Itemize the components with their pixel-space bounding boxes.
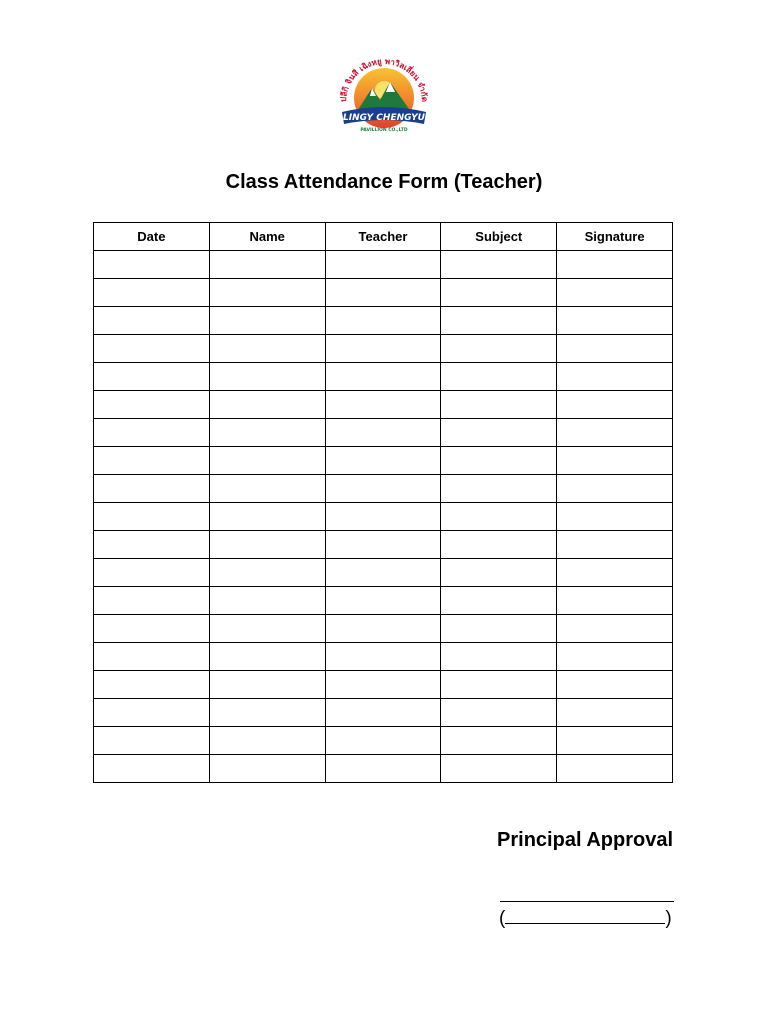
table-cell-teacher[interactable] bbox=[325, 587, 441, 615]
svg-text:ปลีกิ จินสี เฉิงหยู พาวิลเลี่ย: ปลีกิ จินสี เฉิงหยู พาวิลเลี่ยน จำกัด bbox=[338, 56, 430, 103]
table-cell-signature[interactable] bbox=[557, 335, 673, 363]
table-row bbox=[94, 391, 673, 419]
table-cell-signature[interactable] bbox=[557, 699, 673, 727]
table-cell-date[interactable] bbox=[94, 391, 210, 419]
table-cell-subject[interactable] bbox=[441, 727, 557, 755]
table-cell-teacher[interactable] bbox=[325, 755, 441, 783]
table-cell-teacher[interactable] bbox=[325, 615, 441, 643]
table-cell-date[interactable] bbox=[94, 363, 210, 391]
table-cell-date[interactable] bbox=[94, 307, 210, 335]
table-cell-name[interactable] bbox=[209, 615, 325, 643]
table-cell-name[interactable] bbox=[209, 503, 325, 531]
table-row bbox=[94, 503, 673, 531]
table-cell-name[interactable] bbox=[209, 727, 325, 755]
table-cell-teacher[interactable] bbox=[325, 503, 441, 531]
table-row bbox=[94, 671, 673, 699]
close-paren: ) bbox=[665, 908, 672, 929]
table-row bbox=[94, 475, 673, 503]
table-cell-name[interactable] bbox=[209, 587, 325, 615]
table-row bbox=[94, 755, 673, 783]
table-cell-signature[interactable] bbox=[557, 279, 673, 307]
table-cell-subject[interactable] bbox=[441, 251, 557, 279]
table-cell-date[interactable] bbox=[94, 559, 210, 587]
table-cell-signature[interactable] bbox=[557, 307, 673, 335]
table-cell-name[interactable] bbox=[209, 755, 325, 783]
table-cell-name[interactable] bbox=[209, 307, 325, 335]
table-cell-name[interactable] bbox=[209, 531, 325, 559]
table-cell-signature[interactable] bbox=[557, 363, 673, 391]
table-cell-subject[interactable] bbox=[441, 559, 557, 587]
table-cell-name[interactable] bbox=[209, 335, 325, 363]
table-row bbox=[94, 363, 673, 391]
table-cell-subject[interactable] bbox=[441, 419, 557, 447]
table-cell-teacher[interactable] bbox=[325, 447, 441, 475]
column-header-date: Date bbox=[94, 223, 210, 251]
table-cell-teacher[interactable] bbox=[325, 475, 441, 503]
company-logo bbox=[332, 50, 436, 136]
table-cell-subject[interactable] bbox=[441, 643, 557, 671]
table-cell-signature[interactable] bbox=[557, 531, 673, 559]
column-header-teacher: Teacher bbox=[325, 223, 441, 251]
table-cell-signature[interactable] bbox=[557, 391, 673, 419]
table-cell-date[interactable] bbox=[94, 251, 210, 279]
table-cell-signature[interactable] bbox=[557, 643, 673, 671]
table-cell-teacher[interactable] bbox=[325, 307, 441, 335]
table-cell-name[interactable] bbox=[209, 391, 325, 419]
page-title: Class Attendance Form (Teacher) bbox=[225, 171, 543, 193]
table-cell-signature[interactable] bbox=[557, 251, 673, 279]
svg-text:PAVILLION CO.,LTD: PAVILLION CO.,LTD bbox=[360, 128, 408, 133]
table-cell-date[interactable] bbox=[94, 615, 210, 643]
column-header-subject: Subject bbox=[441, 223, 557, 251]
principal-approval-heading: Principal Approval bbox=[497, 829, 673, 851]
table-cell-subject[interactable] bbox=[441, 699, 557, 727]
open-paren: ( bbox=[499, 908, 506, 929]
table-cell-name[interactable] bbox=[209, 419, 325, 447]
table-row bbox=[94, 335, 673, 363]
table-cell-teacher[interactable] bbox=[325, 559, 441, 587]
table-cell-date[interactable] bbox=[94, 503, 210, 531]
table-cell-signature[interactable] bbox=[557, 587, 673, 615]
table-cell-teacher[interactable] bbox=[325, 727, 441, 755]
table-cell-subject[interactable] bbox=[441, 279, 557, 307]
table-cell-name[interactable] bbox=[209, 699, 325, 727]
table-cell-teacher[interactable] bbox=[325, 531, 441, 559]
table-cell-date[interactable] bbox=[94, 671, 210, 699]
table-cell-subject[interactable] bbox=[441, 475, 557, 503]
table-cell-teacher[interactable] bbox=[325, 671, 441, 699]
table-cell-subject[interactable] bbox=[441, 615, 557, 643]
table-cell-signature[interactable] bbox=[557, 503, 673, 531]
table-row bbox=[94, 531, 673, 559]
table-row bbox=[94, 727, 673, 755]
table-cell-subject[interactable] bbox=[441, 671, 557, 699]
table-cell-subject[interactable] bbox=[441, 335, 557, 363]
table-cell-teacher[interactable] bbox=[325, 419, 441, 447]
table-cell-signature[interactable] bbox=[557, 615, 673, 643]
table-cell-date[interactable] bbox=[94, 447, 210, 475]
table-cell-name[interactable] bbox=[209, 363, 325, 391]
table-cell-date[interactable] bbox=[94, 279, 210, 307]
table-header-row bbox=[94, 223, 673, 251]
table-cell-name[interactable] bbox=[209, 671, 325, 699]
table-cell-teacher[interactable] bbox=[325, 279, 441, 307]
table-cell-date[interactable] bbox=[94, 419, 210, 447]
table-cell-name[interactable] bbox=[209, 643, 325, 671]
table-cell-signature[interactable] bbox=[557, 475, 673, 503]
table-cell-name[interactable] bbox=[209, 251, 325, 279]
table-row bbox=[94, 643, 673, 671]
table-cell-date[interactable] bbox=[94, 335, 210, 363]
table-cell-date[interactable] bbox=[94, 699, 210, 727]
table-cell-name[interactable] bbox=[209, 475, 325, 503]
table-cell-subject[interactable] bbox=[441, 755, 557, 783]
table-cell-subject[interactable] bbox=[441, 391, 557, 419]
table-cell-date[interactable] bbox=[94, 531, 210, 559]
attendance-table bbox=[93, 222, 673, 783]
table-cell-teacher[interactable] bbox=[325, 699, 441, 727]
table-cell-subject[interactable] bbox=[441, 503, 557, 531]
table-row bbox=[94, 699, 673, 727]
table-cell-signature[interactable] bbox=[557, 419, 673, 447]
table-cell-subject[interactable] bbox=[441, 587, 557, 615]
table-row bbox=[94, 447, 673, 475]
table-row bbox=[94, 615, 673, 643]
table-cell-date[interactable] bbox=[94, 727, 210, 755]
table-cell-subject[interactable] bbox=[441, 531, 557, 559]
table-row bbox=[94, 307, 673, 335]
table-cell-name[interactable] bbox=[209, 447, 325, 475]
table-cell-date[interactable] bbox=[94, 475, 210, 503]
table-row bbox=[94, 559, 673, 587]
table-cell-name[interactable] bbox=[209, 279, 325, 307]
table-cell-signature[interactable] bbox=[557, 671, 673, 699]
table-cell-signature[interactable] bbox=[557, 447, 673, 475]
table-cell-signature[interactable] bbox=[557, 727, 673, 755]
table-cell-signature[interactable] bbox=[557, 559, 673, 587]
company-logo-icon bbox=[332, 50, 436, 136]
column-header-name: Name bbox=[209, 223, 325, 251]
table-cell-name[interactable] bbox=[209, 559, 325, 587]
table-cell-signature[interactable] bbox=[557, 755, 673, 783]
table-row bbox=[94, 279, 673, 307]
table-cell-teacher[interactable] bbox=[325, 335, 441, 363]
table-cell-teacher[interactable] bbox=[325, 391, 441, 419]
table-row bbox=[94, 419, 673, 447]
table-cell-date[interactable] bbox=[94, 643, 210, 671]
table-row bbox=[94, 587, 673, 615]
table-cell-teacher[interactable] bbox=[325, 251, 441, 279]
table-cell-teacher[interactable] bbox=[325, 643, 441, 671]
svg-text:LINGY CHENGYU: LINGY CHENGYU bbox=[343, 113, 425, 123]
principal-name-blank[interactable] bbox=[505, 907, 665, 924]
table-cell-subject[interactable] bbox=[441, 363, 557, 391]
table-cell-teacher[interactable] bbox=[325, 363, 441, 391]
table-cell-date[interactable] bbox=[94, 755, 210, 783]
table-row bbox=[94, 251, 673, 279]
table-cell-subject[interactable] bbox=[441, 447, 557, 475]
principal-signature-line[interactable] bbox=[500, 901, 674, 902]
table-cell-date[interactable] bbox=[94, 587, 210, 615]
table-cell-subject[interactable] bbox=[441, 307, 557, 335]
principal-name-field[interactable] bbox=[499, 907, 677, 930]
column-header-signature: Signature bbox=[557, 223, 673, 251]
